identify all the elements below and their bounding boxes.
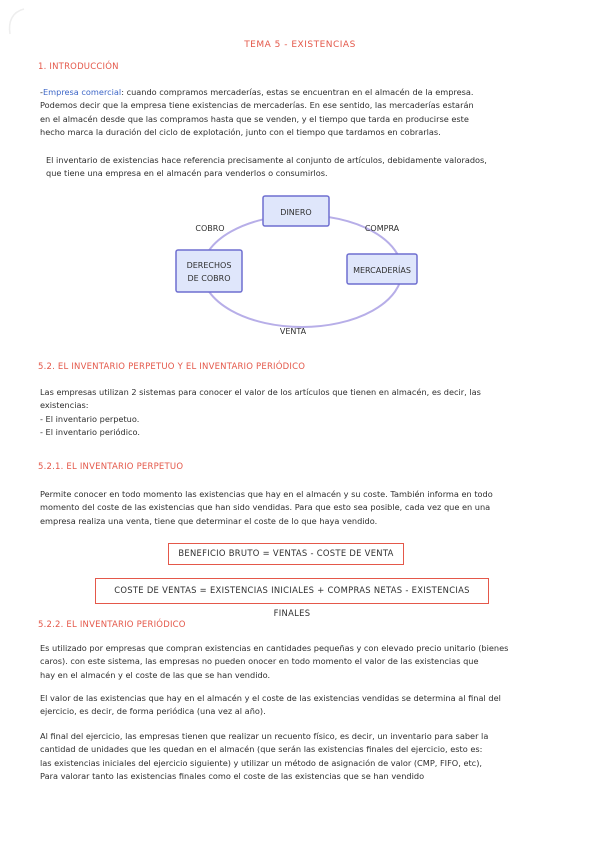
s522-p1-line3: hay en el almacén y el coste de las que se han vendido. [40,669,271,680]
node-derechos-cobro [176,250,242,292]
exploitation-cycle-diagram [160,188,440,338]
s522-paragraph-1 [40,642,562,682]
s522-paragraph-2 [40,692,562,719]
intro-p2-line2: que tiene una empresa en el almacén para venderlos o consumirlos. [46,168,328,179]
s522-p3-line1: Al final del ejercicio, las empresas tienen que realizar un recuento físico, es decir, un inventario para saber la [40,731,489,741]
arrow-compra-label: COMPRA [364,224,400,233]
node-derechos-line2: DE COBRO [187,274,231,283]
s521-line3: empresa realiza una venta, tiene que determinar el coste de lo que haya vendido. [40,515,378,526]
intro-p1-line2: Podemos decir que la empresa tiene existencias de mercaderías. En ese sentido, las mercaderías estarán [40,100,474,111]
node-dinero-label: DINERO [280,208,312,217]
s52-heading: 5.2. EL INVENTARIO PERPETUO Y EL INVENTARIO PERIÓDICO [38,362,306,372]
s522-heading: 5.2.2. EL INVENTARIO PERIÓDICO [38,620,186,630]
intro-p1-line3: en el almacén desde que las compramos hasta que se venden, y el tiempo que tarda en producirse este [40,113,469,124]
s522-p2-line2: ejercicio, es decir, de forma periódica (una vez al año). [40,706,266,717]
s52-line1: Las empresas utilizan 2 sistemas para conocer el valor de los artículos que tienen en almacén, es decir, las [40,387,481,397]
intro-p2-line1: El inventario de existencias hace referencia precisamente al conjunto de artículos, debidamente valorados, [46,155,487,165]
intro-paragraph-2 [46,154,568,181]
intro-p1-line1: -Empresa comercial: cuando compramos mercaderías, estas se encuentran en el almacén de la empresa. [40,87,474,97]
arrow-venta-label: VENTA [279,327,307,336]
intro-heading: 1. INTRODUCCIÓN [38,62,119,72]
node-derechos-line1: DERECHOS [186,261,232,270]
arrow-cobro-label: COBRO [195,224,225,233]
s522-p1-line1: Es utilizado por empresas que compran existencias en cantidades pequeñas y con elevado precio unitario (bienes [40,643,509,653]
intro-term: Empresa comercial [42,87,122,97]
s522-paragraph-3 [40,730,562,784]
s521-heading: 5.2.1. EL INVENTARIO PERPETUO [38,462,184,472]
s522-p3-line2: cantidad de unidades que les quedan en el almacén (que serán las existencias finales del ejercicio, esto es: [40,744,483,755]
node-mercaderias-label: MERCADERÍAS [353,266,411,275]
s521-paragraph [40,488,562,528]
intro-paragraph-1 [40,86,562,140]
page-title: TEMA 5 - EXISTENCIAS [244,40,356,50]
s522-p1-line2: caros). con este sistema, las empresas no pueden onocer en todo momento el valor de las existencias que [40,656,479,667]
s52-paragraph [40,386,562,440]
corner-decoration-icon [6,6,28,36]
intro-p1-line4: hecho marca la duración del ciclo de explotación, junto con el tiempo que tardamos en cobrarlas. [40,127,441,138]
s521-line2: momento del coste de las existencias que han sido vendidas. Para que esto sea posible, cada vez que en una [40,502,491,513]
s52-item-periodico: - El inventario periódico. [40,427,140,438]
formula-coste-ventas: COSTE DE VENTAS = EXISTENCIAS INICIALES + COMPRAS NETAS - EXISTENCIAS FINALES [95,578,489,604]
s521-line1: Permite conocer en todo momento las existencias que hay en el almacén y su coste. También informa en todo [40,489,493,499]
s522-p2-line1: El valor de las existencias que hay en el almacén y el coste de las existencias vendidas se determina al final del [40,693,501,703]
s522-p3-line4: Para valorar tanto las existencias finales como el coste de las existencias que se han vendido [40,771,425,782]
s52-line2: existencias: [40,400,89,411]
formula-beneficio-bruto: BENEFICIO BRUTO = VENTAS - COSTE DE VENTA [168,543,404,565]
s52-item-perpetuo: - El inventario perpetuo. [40,413,140,424]
s522-p3-line3: las existencias iniciales del ejercicio siguiente) y utilizar un método de asignación de valor (CMP, FIFO, etc), [40,757,482,768]
